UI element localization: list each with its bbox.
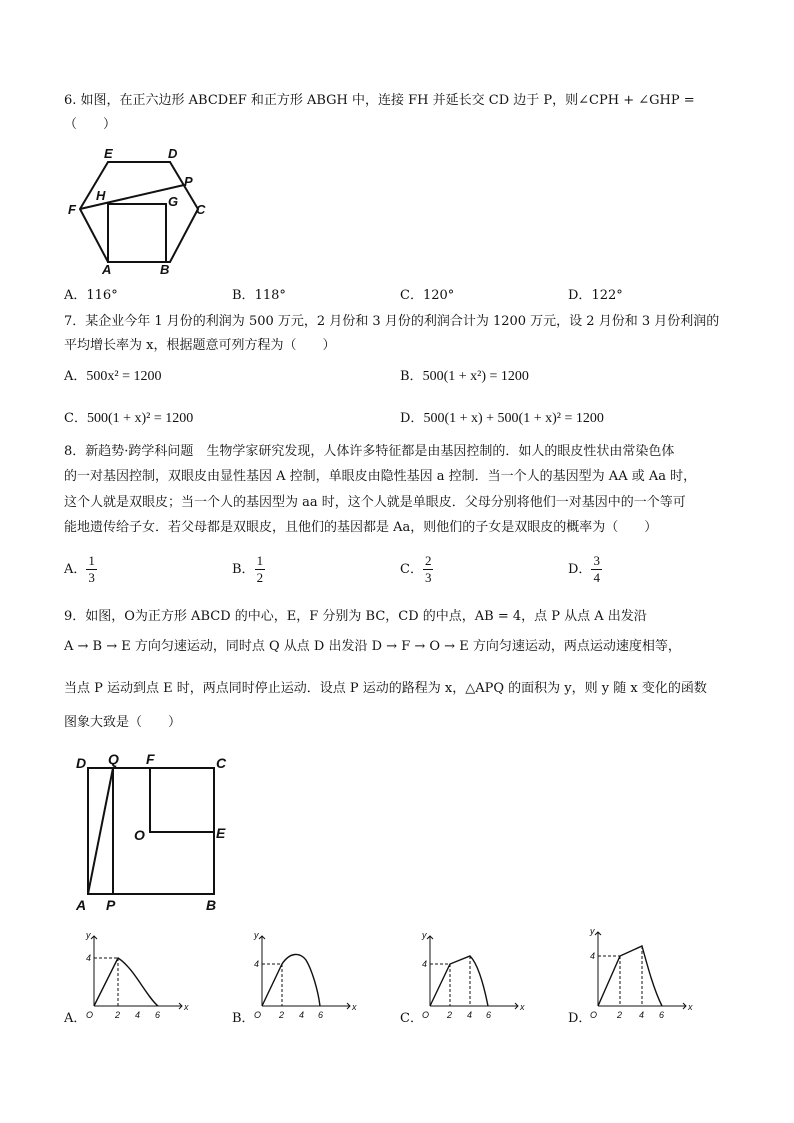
tick-label-x2: 2 [115,1010,121,1020]
fig9-label-P: P [106,897,116,913]
q7-option-d[interactable] [400,410,604,428]
fig6-label-B: B [160,262,170,277]
hexagon-square-figure [60,142,220,278]
q7-stem-line1: 7．某企业今年 1 月份的利润为 500 万元，2 月份和 3 月份的利润合计为 1200 万元，设 2 月份和 3 月份利润的 [64,314,720,329]
option-letter: B． [232,1011,255,1026]
option-equation: 500x² = 1200 [86,369,162,384]
axis-label-y: y [86,930,91,940]
square-figure [70,748,240,920]
fig9-label-O: O [134,827,145,843]
q7-option-b[interactable] [400,368,529,386]
tick-label-x6: 6 [486,1010,492,1020]
fig6-label-H: H [96,188,106,203]
q9-stem-line2: A → B → E 方向匀速运动，同时点 Q 从点 D 出发沿 D → F → O → E 方向匀速运动，两点运动速度相等， [64,639,681,654]
q8-stem-line1: 8．新趋势·跨学科问题 生物学家研究发现，人体许多特征都是由基因控制的．如人的眼皮性状由常染色体 [64,444,675,459]
fraction [423,553,434,586]
q8-stem-line3: 这个人就是双眼皮；当一个人的基因型为 aa 时，这个人就是单眼皮．父母分别将他们一对基因中的一个等可 [64,495,686,510]
fig9-label-B: B [206,897,217,913]
q8-option-d[interactable] [568,553,602,586]
axis-label-x: x [688,1002,693,1012]
q8-stem-line4: 能地遗传给子女．若父母都是双眼皮，且他们的基因都是 Aa，则他们的子女是双眼皮的概率为（ ） [64,520,658,535]
tick-label-x6: 6 [155,1010,161,1020]
q9-stem-line1: 9．如图，O为正方形 ABCD 的中心，E，F 分别为 BC，CD 的中点，AB = 4，点 P 从点 A 出发沿 [64,609,647,624]
q8-option-b[interactable] [232,553,265,586]
fig9-label-F: F [146,751,155,767]
option-letter: D． [568,1011,592,1026]
option-letter: C． [400,1011,423,1026]
numerator: 3 [593,553,600,568]
option-text: 116° [86,288,118,303]
q6-option-c[interactable] [400,287,454,305]
numerator: 2 [424,553,432,568]
option-letter: A． [64,288,87,303]
q8-option-c[interactable] [400,553,433,586]
fig6-label-G: G [168,194,179,209]
graph-option-b[interactable] [252,930,358,1022]
tick-label-x6: 6 [659,1010,665,1020]
denominator: 3 [88,570,95,585]
tick-label-x2: 2 [447,1010,453,1020]
numerator: 1 [256,553,264,568]
graph-option-a[interactable] [84,930,190,1022]
axis-label-y: y [590,926,595,936]
fraction [591,553,602,586]
graph-option-c[interactable] [420,930,526,1022]
origin-label: O [86,1010,94,1020]
q9-stem-line4: 图象大致是（ ） [64,715,182,730]
tick-label-y4: 4 [590,951,596,961]
fig6-label-F: F [68,202,76,217]
q6-stem-line2: （ ） [64,117,117,132]
fig9-label-Q: Q [108,751,119,767]
option-equation: 500(1 + x)² = 1200 [86,411,194,426]
axis-label-y: y [254,930,259,940]
axis-label-x: x [520,1002,525,1012]
tick-label-y4: 4 [254,959,260,969]
axis-label-x: x [352,1002,357,1012]
tick-label-y4: 4 [86,953,92,963]
fraction [255,553,266,586]
tick-label-x4: 4 [135,1010,141,1020]
q6-stem-line1: 6. 如图，在正六边形 ABCDEF 和正方形 ABGH 中，连接 FH 并延长交 CD 边于 P，则∠CPH + ∠GHP = [64,93,695,108]
option-letter: D． [568,562,592,577]
tick-label-x4: 4 [299,1010,305,1020]
option-equation: 500(1 + x²) = 1200 [422,369,529,384]
fig6-label-P: P [184,174,193,189]
option-letter: C． [400,288,423,303]
option-text: 120° [422,288,455,303]
q8-option-a[interactable] [64,553,97,586]
q7-option-c[interactable] [64,410,193,428]
tick-label-x4: 4 [467,1010,473,1020]
axis-label-x: x [184,1002,189,1012]
fig6-label-C: C [196,202,206,217]
option-letter: B． [400,369,423,384]
axis-label-y: y [422,930,427,940]
option-letter: A． [64,1011,87,1026]
fig9-label-C: C [216,755,227,771]
tick-label-x6: 6 [318,1010,324,1020]
option-letter: A． [64,369,87,384]
fig6-label-D: D [168,146,178,161]
tick-label-y4: 4 [422,959,428,969]
option-equation: 500(1 + x) + 500(1 + x)² = 1200 [423,411,604,426]
denominator: 3 [424,570,432,585]
option-letter: D． [400,411,424,426]
tick-label-x2: 2 [617,1010,623,1020]
fig6-label-A: A [102,262,112,277]
q7-stem-line2: 平均增长率为 x，根据题意可列方程为（ ） [64,338,336,353]
numerator: 1 [88,553,95,568]
tick-label-x2: 2 [279,1010,285,1020]
option-text: 122° [591,288,623,303]
tick-label-x4: 4 [639,1010,645,1020]
option-letter: A． [64,562,87,577]
origin-label: O [254,1010,262,1020]
option-letter: C． [400,562,423,577]
option-letter: C． [64,411,87,426]
fig9-label-E: E [216,825,226,841]
q6-option-b[interactable] [232,287,286,305]
option-letter: D． [568,288,592,303]
q8-stem-line2: 的一对基因控制，双眼皮由显性基因 A 控制，单眼皮由隐性基因 a 控制．当一个人的基因型为 AA 或 Aa 时， [64,469,697,484]
option-text: 118° [254,288,286,303]
option-letter: B． [232,562,255,577]
q6-option-a[interactable] [64,287,118,305]
fig6-label-E: E [104,146,113,161]
denominator: 4 [593,570,600,585]
q7-option-a[interactable] [64,368,161,386]
fig9-label-D: D [76,755,87,771]
option-letter: B． [232,288,255,303]
q6-option-d[interactable] [568,287,623,305]
fig9-label-A: A [76,897,87,913]
origin-label: O [422,1010,430,1020]
q9-stem-line3: 当点 P 运动到点 E 时，两点同时停止运动．设点 P 运动的路程为 x，△APQ 的面积为 y，则 y 随 x 变化的函数 [64,681,707,696]
origin-label: O [590,1010,598,1020]
graph-option-d[interactable] [588,926,694,1022]
denominator: 2 [256,570,264,585]
fraction [86,553,97,586]
